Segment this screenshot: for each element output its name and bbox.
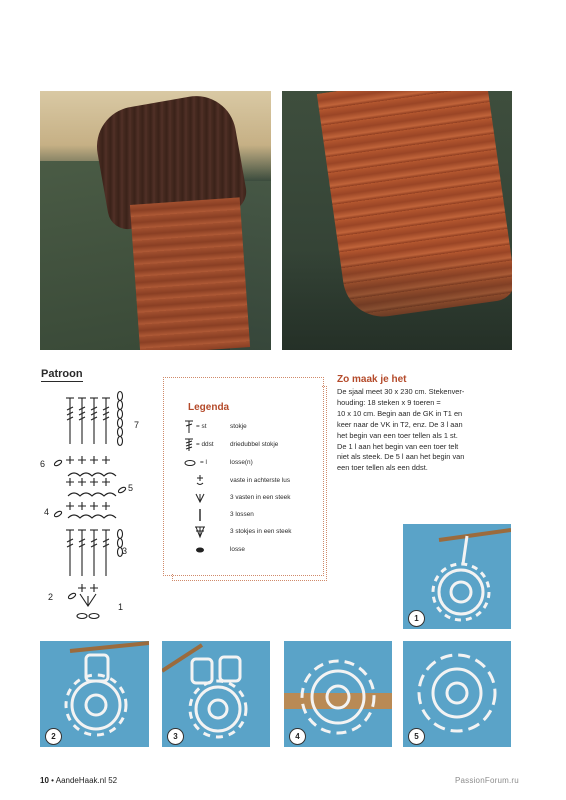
footer-bullet: • [51,776,54,785]
legend-row-vaste-achterste-lus [184,474,316,488]
row-label-2: 2 [48,592,54,602]
chart-row-7 [66,392,123,446]
row-label-4: 4 [44,507,50,517]
crochet-chart [36,384,162,626]
drie-stokjes-icon [184,525,228,539]
step-badge: 4 [289,728,306,745]
legend-label: losse(n) [230,459,253,466]
step-badge: 2 [45,728,62,745]
row-label-5: 5 [128,483,134,493]
page-footer [40,776,117,785]
instructions-title: Zo maak je het [337,374,407,385]
chart-row-3 [66,530,123,577]
legend-title: Legenda [188,402,230,413]
watermark: PassionForum.ru [455,776,519,785]
step-photo-2 [40,641,149,747]
scarf-photo-closeup [282,91,512,350]
losse-oval-icon [184,543,228,557]
chart-row-6 [54,456,110,467]
page-number: 10 [40,776,49,785]
instructions-body: De sjaal meet 30 x 230 cm. Stekenver- houding: 18 steken x 9 toeren = 10 x 10 cm. Begin aan de GK in T1 en keer naar de VK in T2, enz. De 3 l aan het begin van een toer tellen als 1 st. De 1 l aan het begin van een toer telt niet als steek. De 5 l aan het begin van een toer tellen als een ddst. [337,387,465,473]
step-photo-5 [403,641,511,747]
chart-row-2 [68,584,98,606]
step-badge: 3 [167,728,184,745]
legend-row-ddst: = ddst driedubbel stokje [184,438,316,452]
legend-label: 3 vasten in een steek [230,494,291,501]
row-label-3: 3 [122,546,128,556]
legend-label: stokje [230,423,247,430]
legend-label: driedubbel stokje [230,441,279,448]
footer-site: AandeHaak.nl 52 [55,776,118,785]
scarf-photo-worn [40,91,271,350]
step-photo-3 [162,641,270,747]
legend-label: losse [230,546,245,553]
drie-vasten-icon [184,491,228,505]
step-badge: 1 [408,610,425,627]
drie-lossen-icon [184,508,228,522]
legend-row-3-lossen [184,508,316,522]
legend-label: 3 stokjes in een steek [230,528,292,535]
chart-row-1 [77,614,99,619]
patroon-title: Patroon [41,368,83,380]
chart-row-5 [66,473,126,494]
legend-row-stokje: = st stokje [184,420,316,434]
step-photo-1 [403,524,511,629]
legend-row-3-vasten [184,491,316,505]
legend-row-losse-oval [184,543,316,557]
row-label-1: 1 [118,602,124,612]
row-label-6: 6 [40,459,46,469]
legend-row-losse: = l losse(n) [184,456,316,470]
legend-label: vaste in achterste lus [230,477,291,484]
vaste-achterste-lus-icon [184,474,228,488]
step-badge: 5 [408,728,425,745]
legend-row-3-stokjes [184,525,316,539]
legend-label: 3 lossen [230,511,254,518]
chart-row-4 [54,493,116,518]
step-photo-4 [284,641,392,747]
row-label-7: 7 [134,420,140,430]
